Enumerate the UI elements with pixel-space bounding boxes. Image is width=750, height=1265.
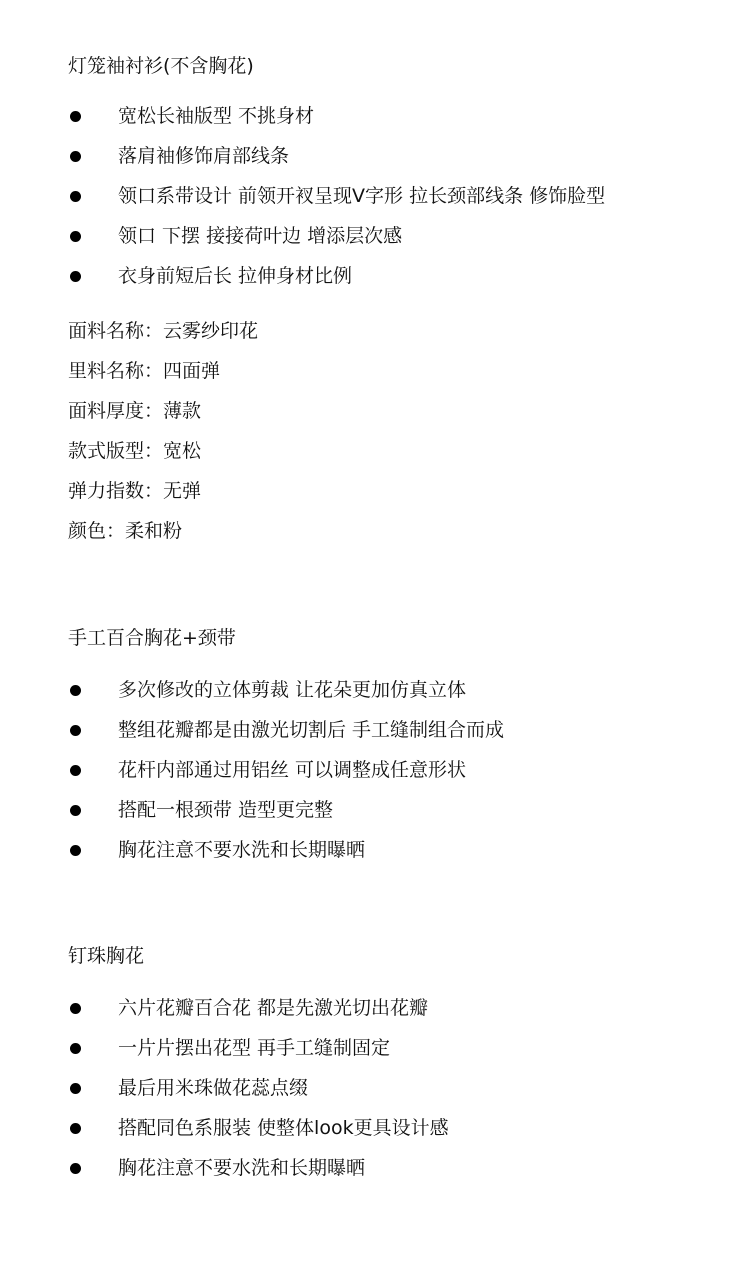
bullet-dot-icon [70,191,81,202]
bullet-dot-icon [70,1003,81,1014]
list-item-text: 落肩袖修饰肩部线条 [118,145,290,167]
list-item [68,988,708,1028]
list-item-text: 胸花注意不要水洗和长期曝晒 [118,1157,366,1179]
list-item [68,750,708,790]
list-item [68,710,708,750]
bullet-dot-icon [70,1123,81,1134]
list-item-text: 领口系带设计 前领开衩呈现V字形 拉长颈部线条 修饰脸型 [118,185,606,207]
list-item [68,670,708,710]
section-lily-brooch [68,626,708,870]
bullet-dot-icon [70,151,81,162]
bullet-dot-icon [70,845,81,856]
list-item-text: 领口 下摆 接接荷叶边 增添层次感 [118,225,403,247]
list-item [68,136,708,176]
section-title-blouse: 灯笼袖衬衫(不含胸花) [68,55,254,77]
list-item [68,256,708,296]
spec-fabric-thickness: 面料厚度：薄款 [68,400,202,422]
list-item-text: 六片花瓣百合花 都是先激光切出花瓣 [118,997,429,1019]
list-item-text: 整组花瓣都是由激光切割后 手工缝制组合而成 [118,719,505,741]
list-item [68,1148,708,1188]
list-item [68,830,708,870]
bullet-dot-icon [70,111,81,122]
list-item-text: 衣身前短后长 拉伸身材比例 [118,265,353,287]
spec-fabric-name: 面料名称：云雾纱印花 [68,320,259,342]
feature-list-lily-brooch [68,670,708,870]
bullet-dot-icon [70,1043,81,1054]
bullet-dot-icon [70,765,81,776]
bullet-dot-icon [70,1083,81,1094]
spec-color: 颜色：柔和粉 [68,520,183,542]
list-item-text: 一片片摆出花型 再手工缝制固定 [118,1037,391,1059]
bullet-dot-icon [70,685,81,696]
bullet-dot-icon [70,231,81,242]
list-item [68,1108,708,1148]
section-beaded-brooch [68,944,708,1188]
bullet-dot-icon [70,1163,81,1174]
spec-lining-name: 里料名称：四面弹 [68,360,221,382]
feature-list-beaded-brooch [68,988,708,1188]
list-item [68,96,708,136]
list-item-text: 多次修改的立体剪裁 让花朵更加仿真立体 [118,679,467,701]
bullet-dot-icon [70,725,81,736]
list-item [68,790,708,830]
list-item-text: 宽松长袖版型 不挑身材 [118,105,315,127]
list-item [68,176,708,216]
list-item-text: 搭配一根颈带 造型更完整 [118,799,334,821]
feature-list-blouse [68,96,708,296]
spec-elasticity: 弹力指数：无弹 [68,480,202,502]
section-blouse [68,54,708,551]
bullet-dot-icon [70,805,81,816]
bullet-dot-icon [70,271,81,282]
section-title-lily-brooch: 手工百合胸花+颈带 [68,627,236,649]
list-item-text: 花杆内部通过用铝丝 可以调整成任意形状 [118,759,467,781]
spec-list-blouse [68,311,708,551]
list-item-text: 胸花注意不要水洗和长期曝晒 [118,839,366,861]
list-item [68,1028,708,1068]
section-title-beaded-brooch: 钉珠胸花 [68,945,145,967]
spec-fit: 款式版型：宽松 [68,440,202,462]
list-item-text: 最后用米珠做花蕊点缀 [118,1077,309,1099]
list-item [68,1068,708,1108]
list-item-text: 搭配同色系服装 使整体look更具设计感 [118,1117,449,1139]
list-item [68,216,708,256]
